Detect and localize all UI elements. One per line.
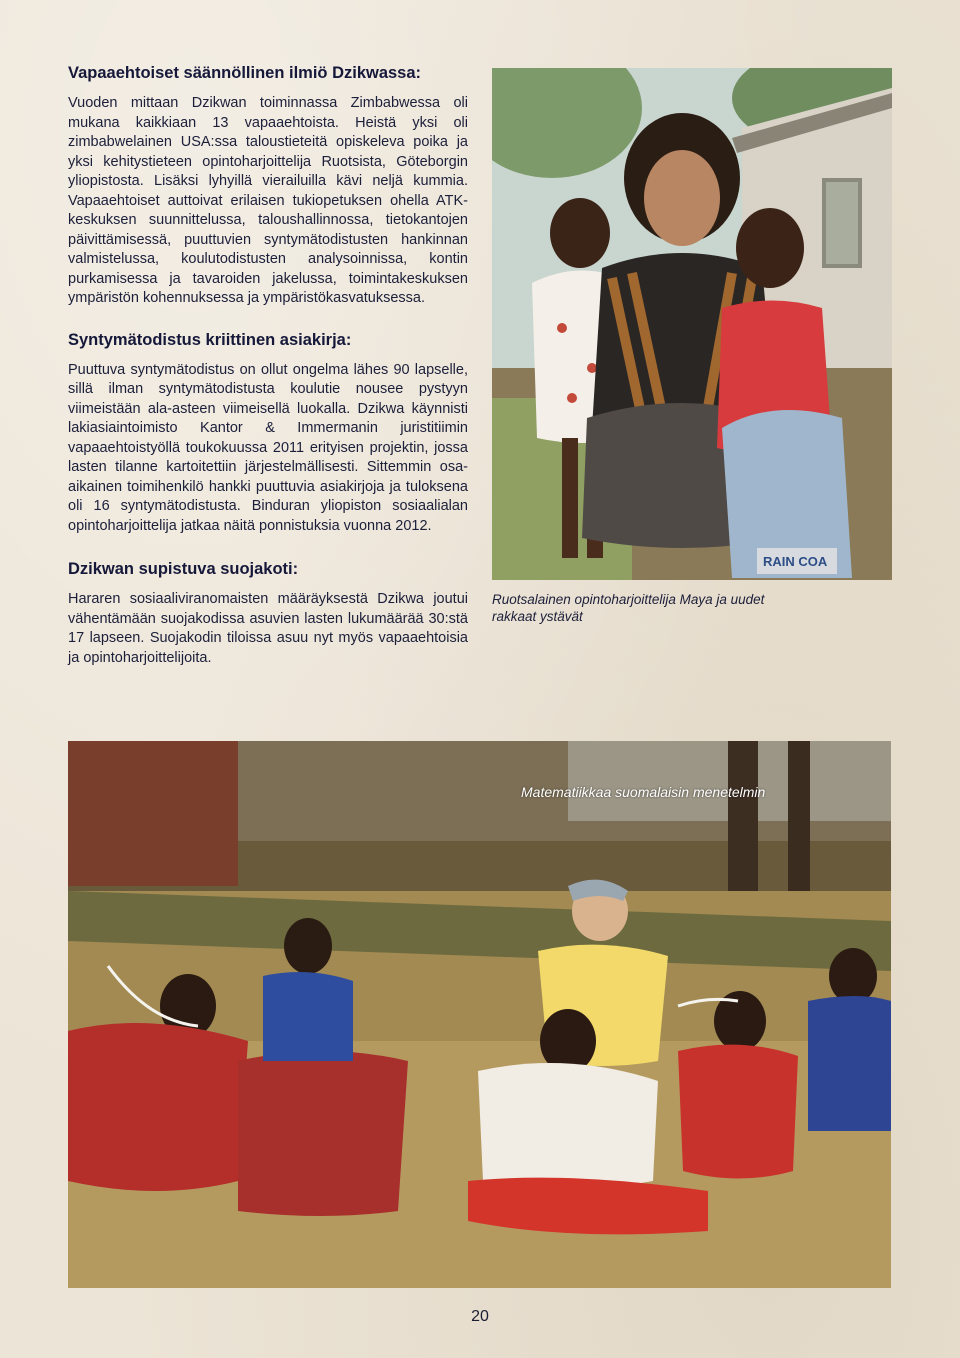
section-birth-certificate-title: Syntymätodistus kriittinen asiakirja:: [68, 330, 352, 349]
page-number: 20: [471, 1308, 489, 1325]
photo-volunteer-with-children: [492, 68, 892, 580]
text-column: [68, 62, 468, 668]
section-volunteers-text: Vuoden mittaan Dzikwan toiminnassa Zimbabwessa oli mukana kaikkiaan 13 vapaaehtoista. Heistä yksi oli zimbabwelainen USA:ssa taloustieteitä opiskeleva poika ja yksi kehitystieteen opintoharjoittelija Ruotsista, Göteborgin yliopistosta. Lisäksi lyhyillä vierailuilla kävi neljä kummia. Vapaaehtoiset auttoivat erilaisen tukiopetuksen ohella ATK-keskuksen suunnittelussa, taloushallinnossa, tietokantojen päivittämisessä, puuttuvien syntymätodistusten hankinnan valmistelussa, koulutodistusten analysoinnissa, kontin purkamisessa ja tavaroiden jakelussa, toimintakeskuksen ympäristön kohennuksessa ja ympäristökasvatuksessa.: [68, 95, 468, 306]
photo-volunteer-caption: Ruotsalainen opintoharjoittelija Maya ja uudet rakkaat ystävät: [492, 592, 765, 624]
photo-math-lesson-illustration: [68, 741, 891, 1288]
section-volunteers-title: Vapaaehtoiset säännöllinen ilmiö Dzikwassa:: [68, 64, 422, 82]
bag-label: RAIN COA: [763, 554, 828, 569]
section-birth-certificate: [68, 329, 468, 537]
photo-volunteer-illustration: [492, 68, 892, 580]
section-shelter: [68, 558, 468, 668]
photo-math-lesson: [68, 741, 891, 1288]
section-birth-certificate-text: Puuttuva syntymätodistus on ollut ongelma lähes 90 lapselle, sillä ilman syntymätodistusta koulutie nousee pystyyn viimeistään ala-asteen viimeisellä luokalla. Dzikwa käynnisti lakiasiaintoimisto Kantor & Immermanin juristitiimin vapaaehtoistyöllä toukokuussa 2011 erityisen projektin, jossa lasten tilanne kartoitettiin järjestelmällisesti. Sittemmin osa-aikainen toimihenkilö hankki puuttuvia asiakirjoja ja tuloksena oli 16 syntymätodistusta. Binduran yliopiston sosiaalialan opintoharjoittelija jatkaa näitä ponnistuksia vuonna 2012.: [68, 361, 468, 534]
photo-math-lesson-caption: Matematiikkaa suomalaisin menetelmin: [521, 784, 766, 800]
section-shelter-text: Hararen sosiaaliviranomaisten määräyksestä Dzikwa joutui vähentämään suojakodissa asuvien lasten lukumäärää 30:stä 17 lapseen. Suojakodin tiloissa asuu nyt myös vapaaehtoisia ja opintoharjoittelijoita.: [68, 591, 468, 666]
section-shelter-title: Dzikwan supistuva suojakoti:: [68, 560, 299, 578]
section-volunteers: [68, 62, 468, 309]
